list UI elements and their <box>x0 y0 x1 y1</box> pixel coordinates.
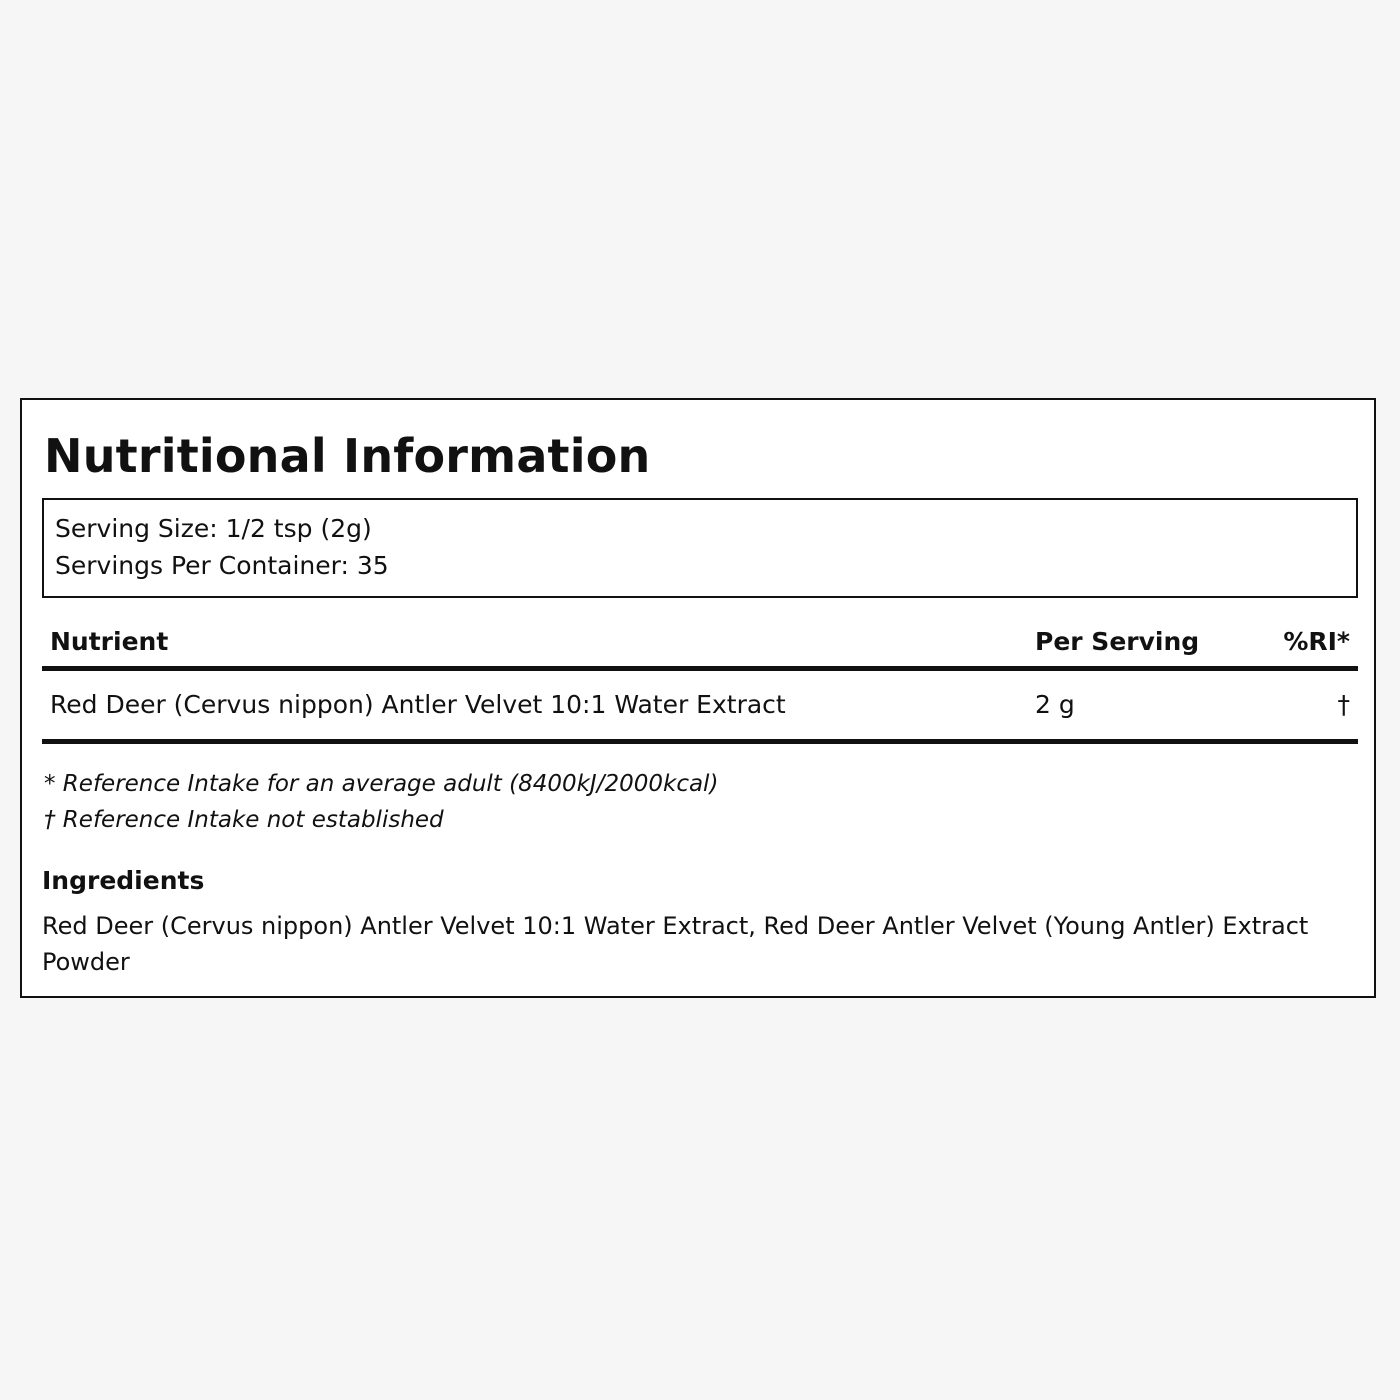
table-header-row <box>42 618 1358 671</box>
footnote-ri-not-established: † Reference Intake not established <box>44 807 444 833</box>
table-row <box>42 671 1358 744</box>
footnotes <box>44 766 1344 838</box>
ingredients-heading: Ingredients <box>42 866 205 895</box>
nutrient-table <box>42 618 1358 744</box>
serving-info-box <box>42 498 1358 598</box>
serving-size: Serving Size: 1/2 tsp (2g) <box>55 514 372 543</box>
nutrition-panel <box>20 398 1376 998</box>
ingredients-text: Red Deer (Cervus nippon) Antler Velvet 10:1 Water Extract, Red Deer Antler Velvet (Young Antler) Extract Powder <box>42 912 1309 976</box>
header-nutrient: Nutrient <box>50 627 169 656</box>
footnote-ri-adult: * Reference Intake for an average adult (8400kJ/2000kcal) <box>44 771 719 797</box>
nutrient-ri: † <box>1337 690 1350 719</box>
header-ri: %RI* <box>1283 627 1350 656</box>
panel-title: Nutritional Information <box>44 429 651 483</box>
servings-per-container: Servings Per Container: 35 <box>55 551 389 580</box>
header-per-serving: Per Serving <box>1035 627 1200 656</box>
nutrient-name: Red Deer (Cervus nippon) Antler Velvet 10:1 Water Extract <box>50 690 786 719</box>
nutrient-per-serving: 2 g <box>1035 690 1075 719</box>
